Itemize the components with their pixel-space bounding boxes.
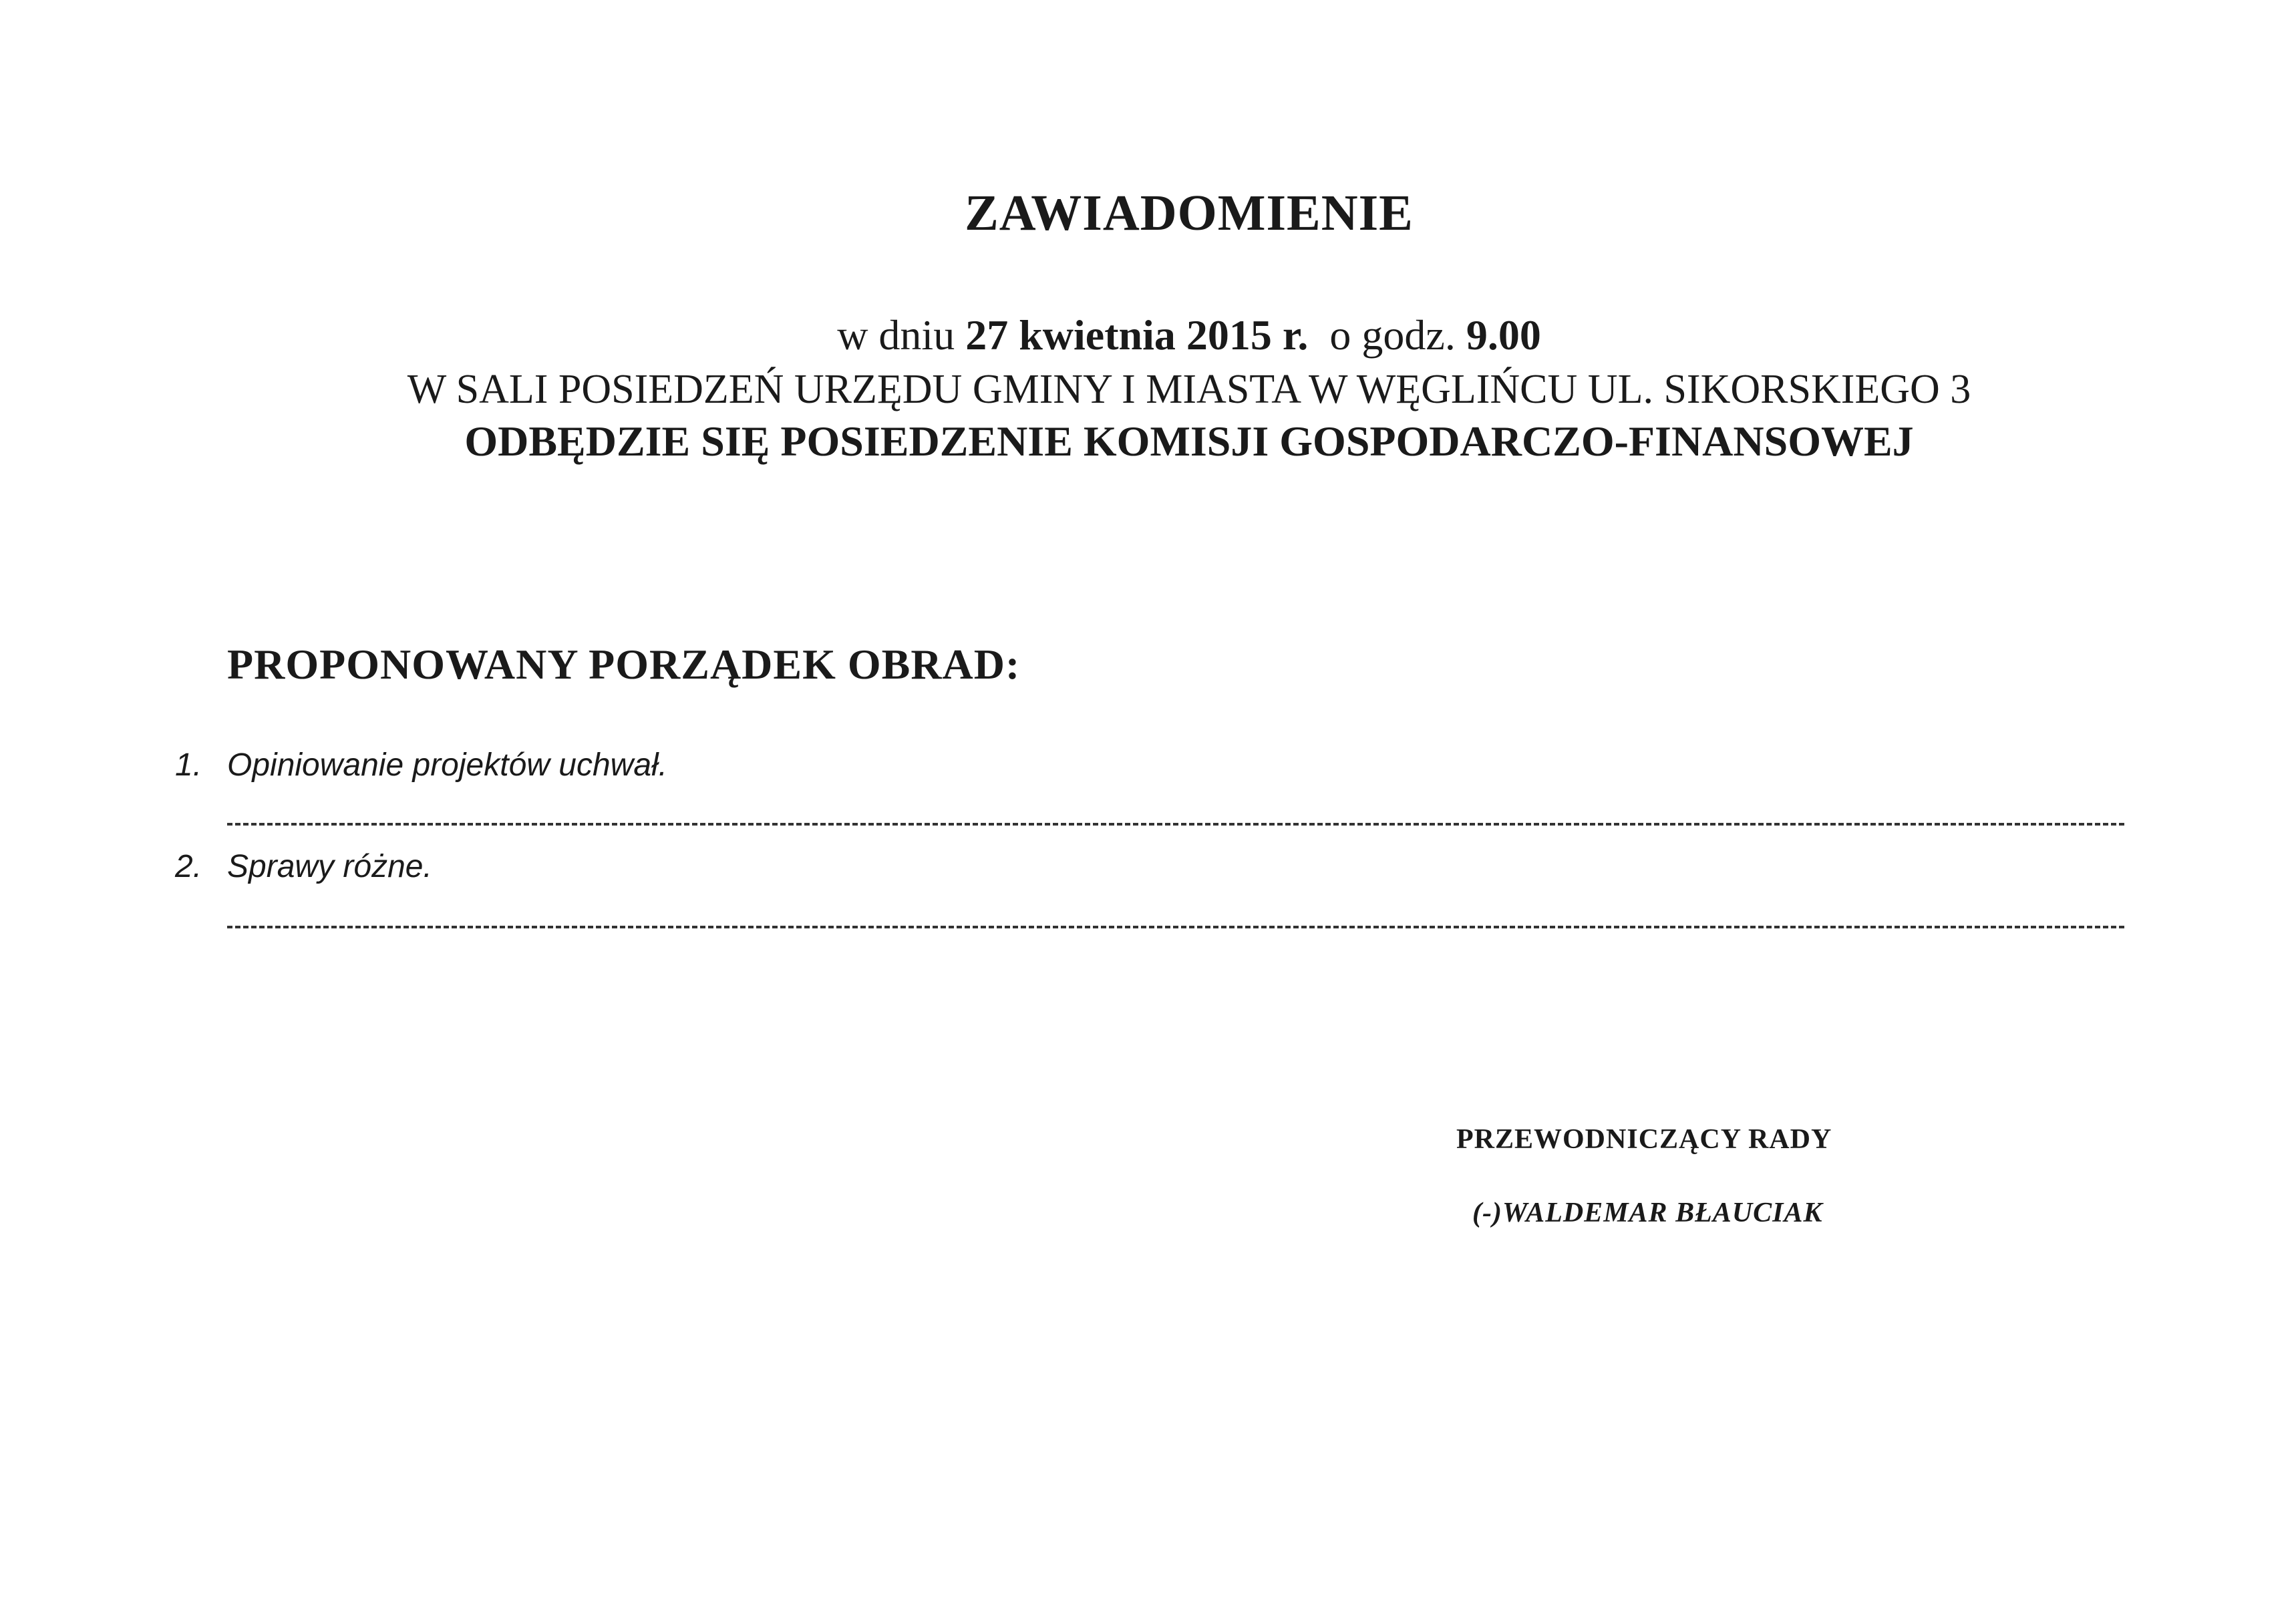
agenda-heading: PROPONOWANY PORZĄDEK OBRAD:: [227, 641, 1021, 688]
agenda-item-number: 1.: [175, 747, 202, 783]
date-prefix: w dniu: [837, 311, 966, 359]
meeting-date: 27 kwietnia 2015 r.: [965, 311, 1309, 359]
agenda-item-number: 2.: [175, 849, 202, 884]
agenda-item: [175, 747, 667, 783]
agenda-item-text: Sprawy różne.: [227, 849, 432, 884]
agenda-item-text: Opiniowanie projektów uchwał.: [227, 747, 668, 783]
meeting-location-line: W SALI POSIEDZEŃ URZĘDU GMINY I MIASTA W WĘGLIŃCU UL. SIKORSKIEGO 3: [407, 367, 1971, 412]
signature-name: (-)WALDEMAR BŁAUCIAK: [1472, 1198, 1823, 1228]
meeting-time: 9.00: [1466, 311, 1541, 359]
dashed-separator: [227, 823, 2124, 826]
time-prefix: o godz.: [1308, 311, 1466, 359]
meeting-date-line: [0, 311, 2296, 360]
notice-title: ZAWIADOMIENIE: [965, 185, 1414, 241]
meeting-event-line: ODBĘDZIE SIĘ POSIEDZENIE KOMISJI GOSPODARCZO-FINANSOWEJ: [464, 417, 1914, 465]
dashed-separator: [227, 926, 2124, 928]
signature-title: PRZEWODNICZĄCY RADY: [1456, 1124, 1832, 1155]
agenda-item: [175, 848, 432, 885]
